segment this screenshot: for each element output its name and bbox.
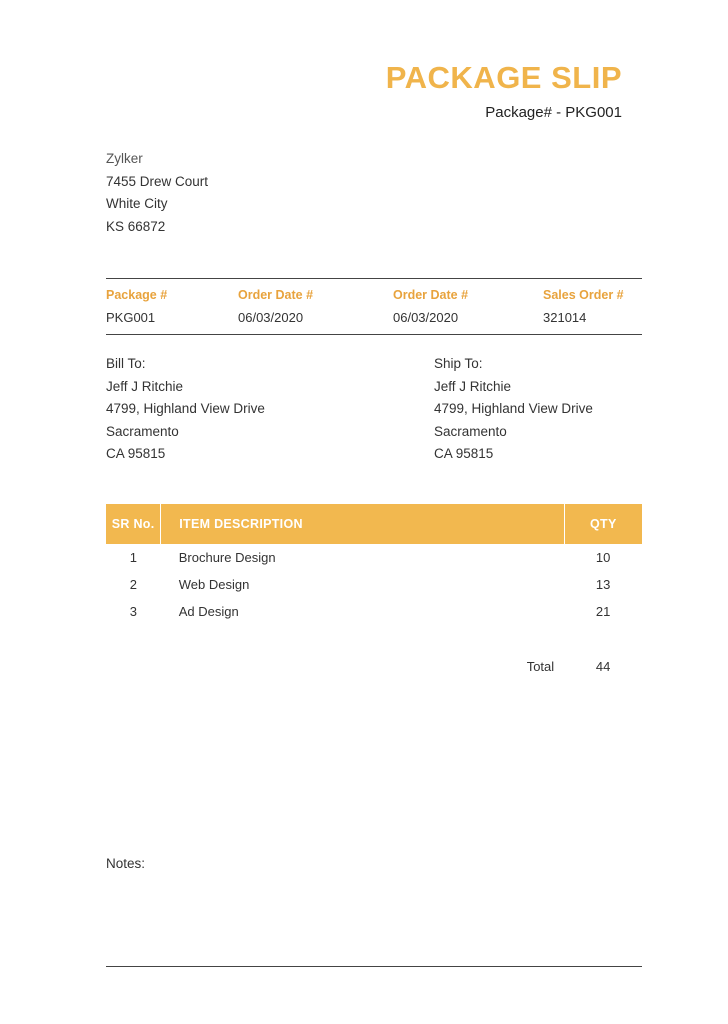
document-sheet [10, 8, 718, 1016]
meta-header-order-date-2: Order Date # [393, 279, 543, 311]
ship-to-city: Sacramento [434, 423, 507, 439]
ship-to-label: Ship To: [434, 356, 483, 371]
page-title: PACKAGE SLIP [385, 60, 622, 95]
bottom-divider [106, 966, 642, 967]
item-qty: 10 [595, 550, 611, 565]
table-row [106, 310, 642, 335]
meta-value-package: PKG001 [106, 310, 238, 335]
bill-to-city: Sacramento [106, 423, 179, 439]
table-header-row [106, 504, 642, 544]
ship-to-region: CA 95815 [434, 446, 494, 461]
ship-to-street: 4799, Highland View Drive [434, 401, 593, 416]
item-qty: 21 [595, 604, 611, 619]
item-sr: 2 [129, 577, 137, 592]
total-label: Total [526, 659, 555, 674]
bill-to-region: CA 95815 [106, 446, 166, 461]
meta-value-order-date-1: 06/03/2020 [238, 310, 393, 335]
line-items-table [106, 504, 642, 675]
sender-street: 7455 Drew Court [106, 173, 209, 189]
table-row [106, 544, 642, 571]
items-header-description: ITEM DESCRIPTION [161, 504, 564, 544]
order-meta-table [106, 278, 642, 335]
sender-address [106, 148, 208, 238]
bill-to-label: Bill To: [106, 356, 146, 371]
sender-region: KS 66872 [106, 218, 166, 234]
bill-to-block [106, 353, 265, 466]
item-description: Ad Design [178, 604, 239, 619]
ship-to-block [434, 353, 593, 466]
table-total-row [106, 625, 642, 675]
meta-header-package: Package # [106, 279, 238, 311]
item-sr: 1 [129, 550, 137, 565]
meta-value-sales-order: 321014 [543, 310, 642, 335]
items-header-qty: QTY [564, 504, 642, 544]
item-description: Web Design [178, 577, 250, 592]
table-header-row [106, 279, 642, 311]
table-row [106, 571, 642, 598]
meta-header-order-date-1: Order Date # [238, 279, 393, 311]
item-qty: 13 [595, 577, 611, 592]
item-description: Brochure Design [178, 550, 276, 565]
bill-to-name: Jeff J Ritchie [106, 378, 184, 394]
sender-city: White City [106, 196, 168, 211]
total-value: 44 [595, 659, 611, 674]
meta-value-order-date-2: 06/03/2020 [393, 310, 543, 335]
package-number: Package# - PKG001 [485, 104, 622, 121]
total-spacer [106, 625, 161, 675]
bill-to-street: 4799, Highland View Drive [106, 401, 265, 416]
ship-to-name: Jeff J Ritchie [434, 378, 512, 394]
notes-label: Notes: [106, 856, 146, 871]
items-header-sr: SR No. [106, 504, 161, 544]
meta-header-sales-order: Sales Order # [543, 279, 642, 311]
sender-company: Zylker [106, 151, 143, 166]
table-row [106, 598, 642, 625]
item-sr: 3 [129, 604, 137, 619]
